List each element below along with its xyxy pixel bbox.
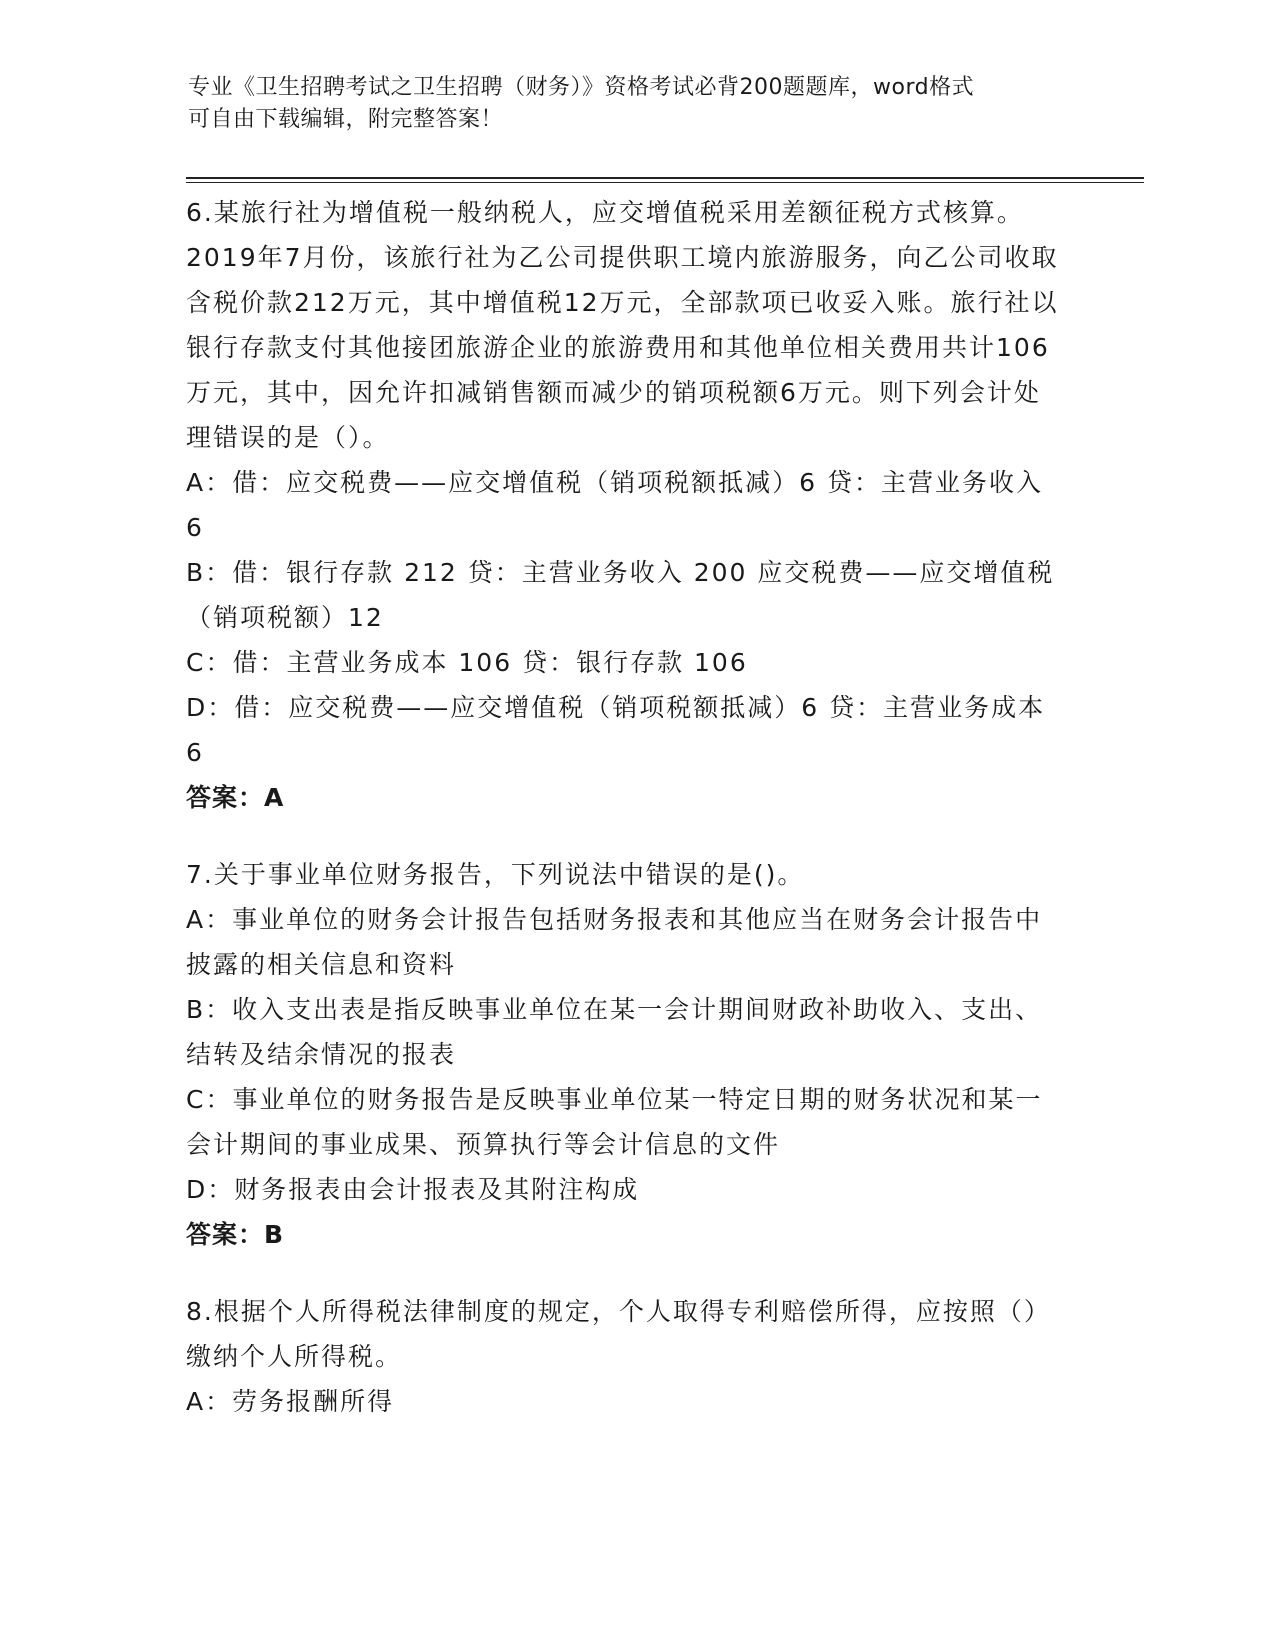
question-stem: 7.关于事业单位财务报告，下列说法中错误的是()。	[186, 860, 805, 889]
option-b: B：收入支出表是指反映事业单位在某一会计期间财政补助收入、支出、结转及结余情况的报表	[186, 995, 1043, 1069]
question-6	[186, 190, 1066, 820]
answer: 答案：A	[186, 783, 285, 812]
option-b: B：借：银行存款 212 贷：主营业务收入 200 应交税费——应交增值税（销项税额）12	[186, 558, 1055, 632]
document-body	[186, 190, 1066, 1456]
question-7	[186, 852, 1066, 1257]
question-8	[186, 1289, 1066, 1424]
option-a: A：借：应交税费——应交增值税（销项税额抵减）6 贷：主营业务收入 6	[186, 468, 1043, 542]
option-d: D：借：应交税费——应交增值税（销项税额抵减）6 贷：主营业务成本 6	[186, 693, 1046, 767]
question-stem: 6.某旅行社为增值税一般纳税人，应交增值税采用差额征税方式核算。2019年7月份，该旅行社为乙公司提供职工境内旅游服务，向乙公司收取含税价款212万元，其中增值税12万元，全部款项已收妥入账。旅行社以银行存款支付其他接团旅游企业的旅游费用和其他单位相关费用共计106万元，其中，因允许扣减销售额而减少的销项税额6万元。则下列会计处理错误的是（）。	[186, 198, 1059, 452]
option-a: A：劳务报酬所得	[186, 1387, 395, 1416]
header-divider-thin	[186, 182, 1144, 183]
header-title-line2: 可自由下载编辑，附完整答案！	[188, 107, 504, 132]
answer: 答案：B	[186, 1220, 285, 1249]
question-stem: 8.根据个人所得税法律制度的规定，个人取得专利赔偿所得，应按照（）缴纳个人所得税。	[186, 1297, 1051, 1371]
option-c: C：借：主营业务成本 106 贷：银行存款 106	[186, 648, 748, 677]
header-divider-thick	[186, 177, 1144, 179]
document-header	[188, 72, 1088, 136]
option-a: A：事业单位的财务会计报告包括财务报表和其他应当在财务会计报告中披露的相关信息和资料	[186, 905, 1043, 979]
option-c: C：事业单位的财务报告是反映事业单位某一特定日期的财务状况和某一会计期间的事业成果、预算执行等会计信息的文件	[186, 1085, 1043, 1159]
header-title-line1: 专业《卫生招聘考试之卫生招聘（财务）》资格考试必背200题题库，word格式	[188, 75, 975, 100]
option-d: D：财务报表由会计报表及其附注构成	[186, 1175, 640, 1204]
